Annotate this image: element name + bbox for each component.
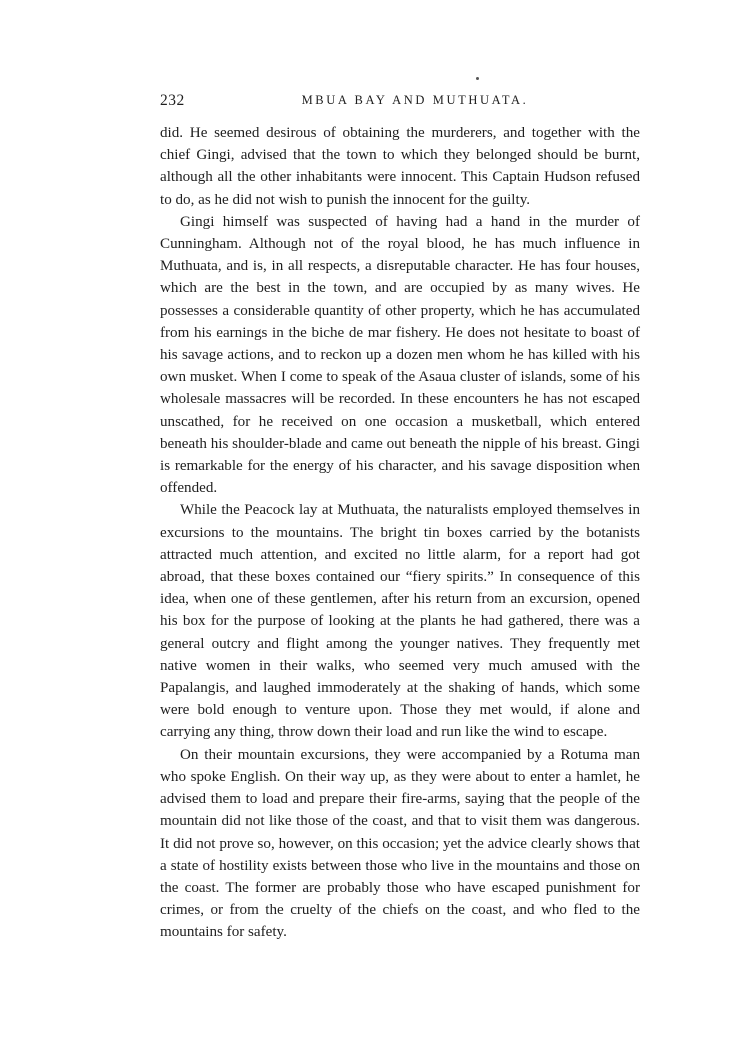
paragraph: On their mountain excursions, they were accompanied by a Rotuma man who spoke English. On their way up, as they were about to enter a hamlet, he advised them to load and prepare their fire-arms, saying that the people of the mountain did not like those of the coast, and that to visit them was dangerous. It did not prove so, however, on this occasion; yet the advice clearly shows that a state of hostility exists between those who live in the mountains and those on the coast. The former are probably those who have escaped punishment for crimes, or from the cruelty of the chiefs on the coast, and who fled to the mountains for safety. [160,746,640,941]
ink-speck [476,77,479,80]
running-head [160,90,640,116]
paragraph: While the Peacock lay at Muthuata, the naturalists employed themselves in excursions to the mountains. The bright tin boxes carried by the botanists attracted much attention, and excited no little alarm, for a report had got abroad, that these boxes contained our “fiery spirits.” In consequence of this idea, when one of these gentlemen, after his return from an excursion, opened his box for the purpose of looking at the plants he had gathered, there was a general outcry and flight among the younger natives. They frequently met native women in their walks, who seemed very much amused with the Papalangis, and laughed immoderately at the shaking of hands, which some were bold enough to venture upon. Those they met would, if alone and carrying any thing, throw down their load and run like the wind to escape. [160,502,640,741]
body-text [160,122,640,944]
running-head-title: MBUA BAY AND MUTHUATA. [301,93,529,107]
page-number: 232 [160,92,185,109]
paragraph: did. He seemed desirous of obtaining the murderers, and together with the chief Gingi, advised that the town to which they belonged should be burnt, although all the other inhabitants were innocent. This Captain Hudson refused to do, as he did not wish to punish the innocent for the guilty. [160,125,640,208]
text-block [160,90,640,944]
paragraph: Gingi himself was suspected of having had a hand in the murder of Cunningham. Although not of the royal blood, he has much influence in Muthuata, and is, in all respects, a disreputable character. He has four houses, which are the best in the town, and are occupied by as many wives. He possesses a considerable quantity of other property, which he has accumulated from his earnings in the biche de mar fishery. He does not hesitate to boast of his savage actions, and to reckon up a dozen men whom he has killed with his own musket. When I come to speak of the Asaua cluster of islands, some of his wholesale massacres will be recorded. In these encounters he has not escaped unscathed, for he received on one occasion a musketball, which entered beneath his shoulder-blade and came out beneath the nipple of his breast. Gingi is remarkable for the energy of his character, and his savage disposition when offended. [160,213,640,497]
